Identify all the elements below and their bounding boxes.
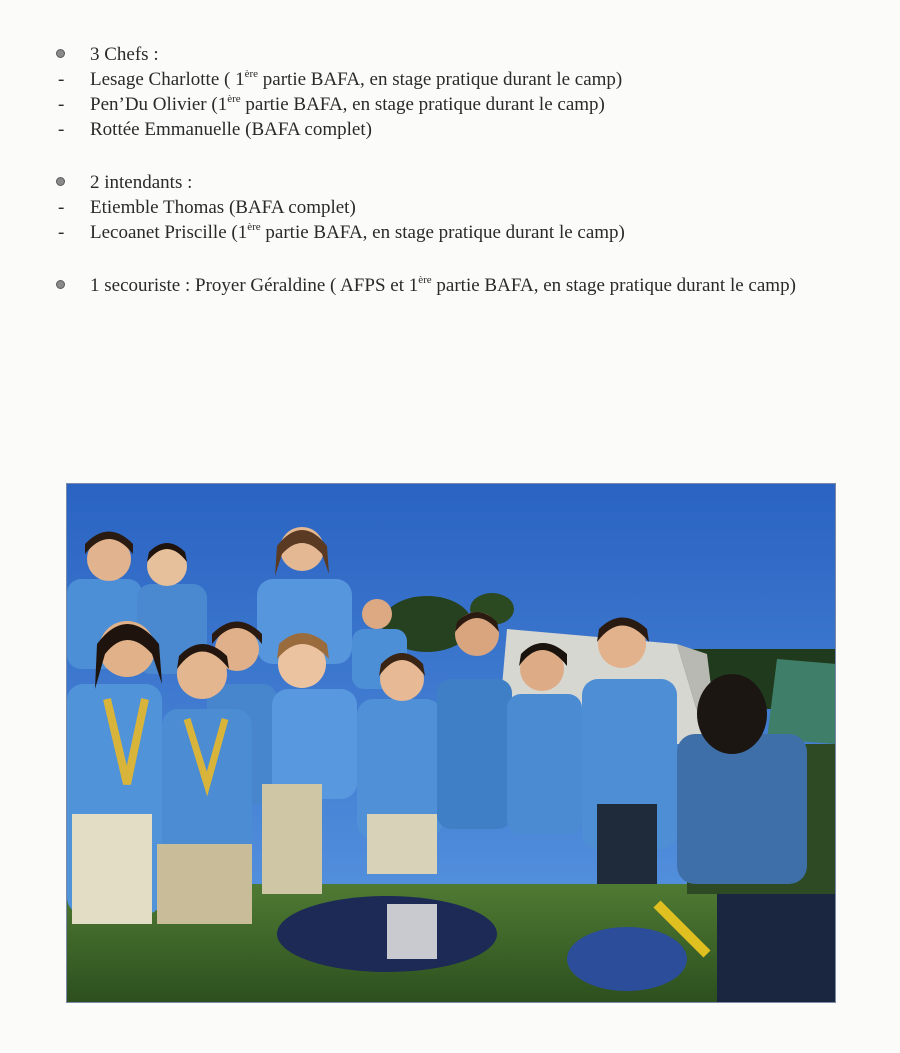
dash-marker: - (58, 222, 65, 243)
dash-marker: - (58, 119, 65, 140)
chefs-section (56, 42, 856, 142)
backpack (567, 927, 687, 991)
list-item (56, 67, 856, 92)
gear-pile (717, 894, 836, 1003)
dash-marker: - (58, 197, 65, 218)
scout-group-photo-illustration (67, 484, 836, 1003)
list-item (56, 195, 856, 220)
bag-patch (387, 904, 437, 959)
intendant-entry: Etiemble Thomas (BAFA complet) (90, 197, 356, 218)
bullet-icon (56, 177, 65, 186)
list-item (56, 117, 856, 142)
list-item (56, 220, 856, 245)
tent-green (767, 659, 836, 744)
intendants-heading: 2 intendants : (90, 172, 193, 193)
bullet-icon (56, 280, 65, 289)
secouriste-entry: 1 secouriste : Proyer Géraldine ( AFPS et 1ère partie BAFA, en stage pratique durant le camp) (90, 274, 796, 296)
intendants-section (56, 170, 856, 245)
group-photo (66, 483, 836, 1003)
list-item (56, 92, 856, 117)
secouriste-section (56, 273, 856, 298)
intendant-entry: Lecoanet Priscille (1ère partie BAFA, en stage pratique durant le camp) (90, 221, 625, 243)
chef-entry: Rottée Emmanuelle (BAFA complet) (90, 119, 372, 140)
chefs-heading: 3 Chefs : (90, 44, 159, 65)
bullet-icon (56, 49, 65, 58)
chefs-heading-line (56, 42, 856, 67)
scout (262, 784, 322, 894)
chef-entry: Lesage Charlotte ( 1ère partie BAFA, en stage pratique durant le camp) (90, 68, 623, 90)
intendants-heading-line (56, 170, 856, 195)
chef-entry: Pen’Du Olivier (1ère partie BAFA, en stage pratique durant le camp) (90, 93, 605, 115)
dash-marker: - (58, 69, 65, 90)
secouriste-line (56, 273, 856, 298)
dash-marker: - (58, 94, 65, 115)
